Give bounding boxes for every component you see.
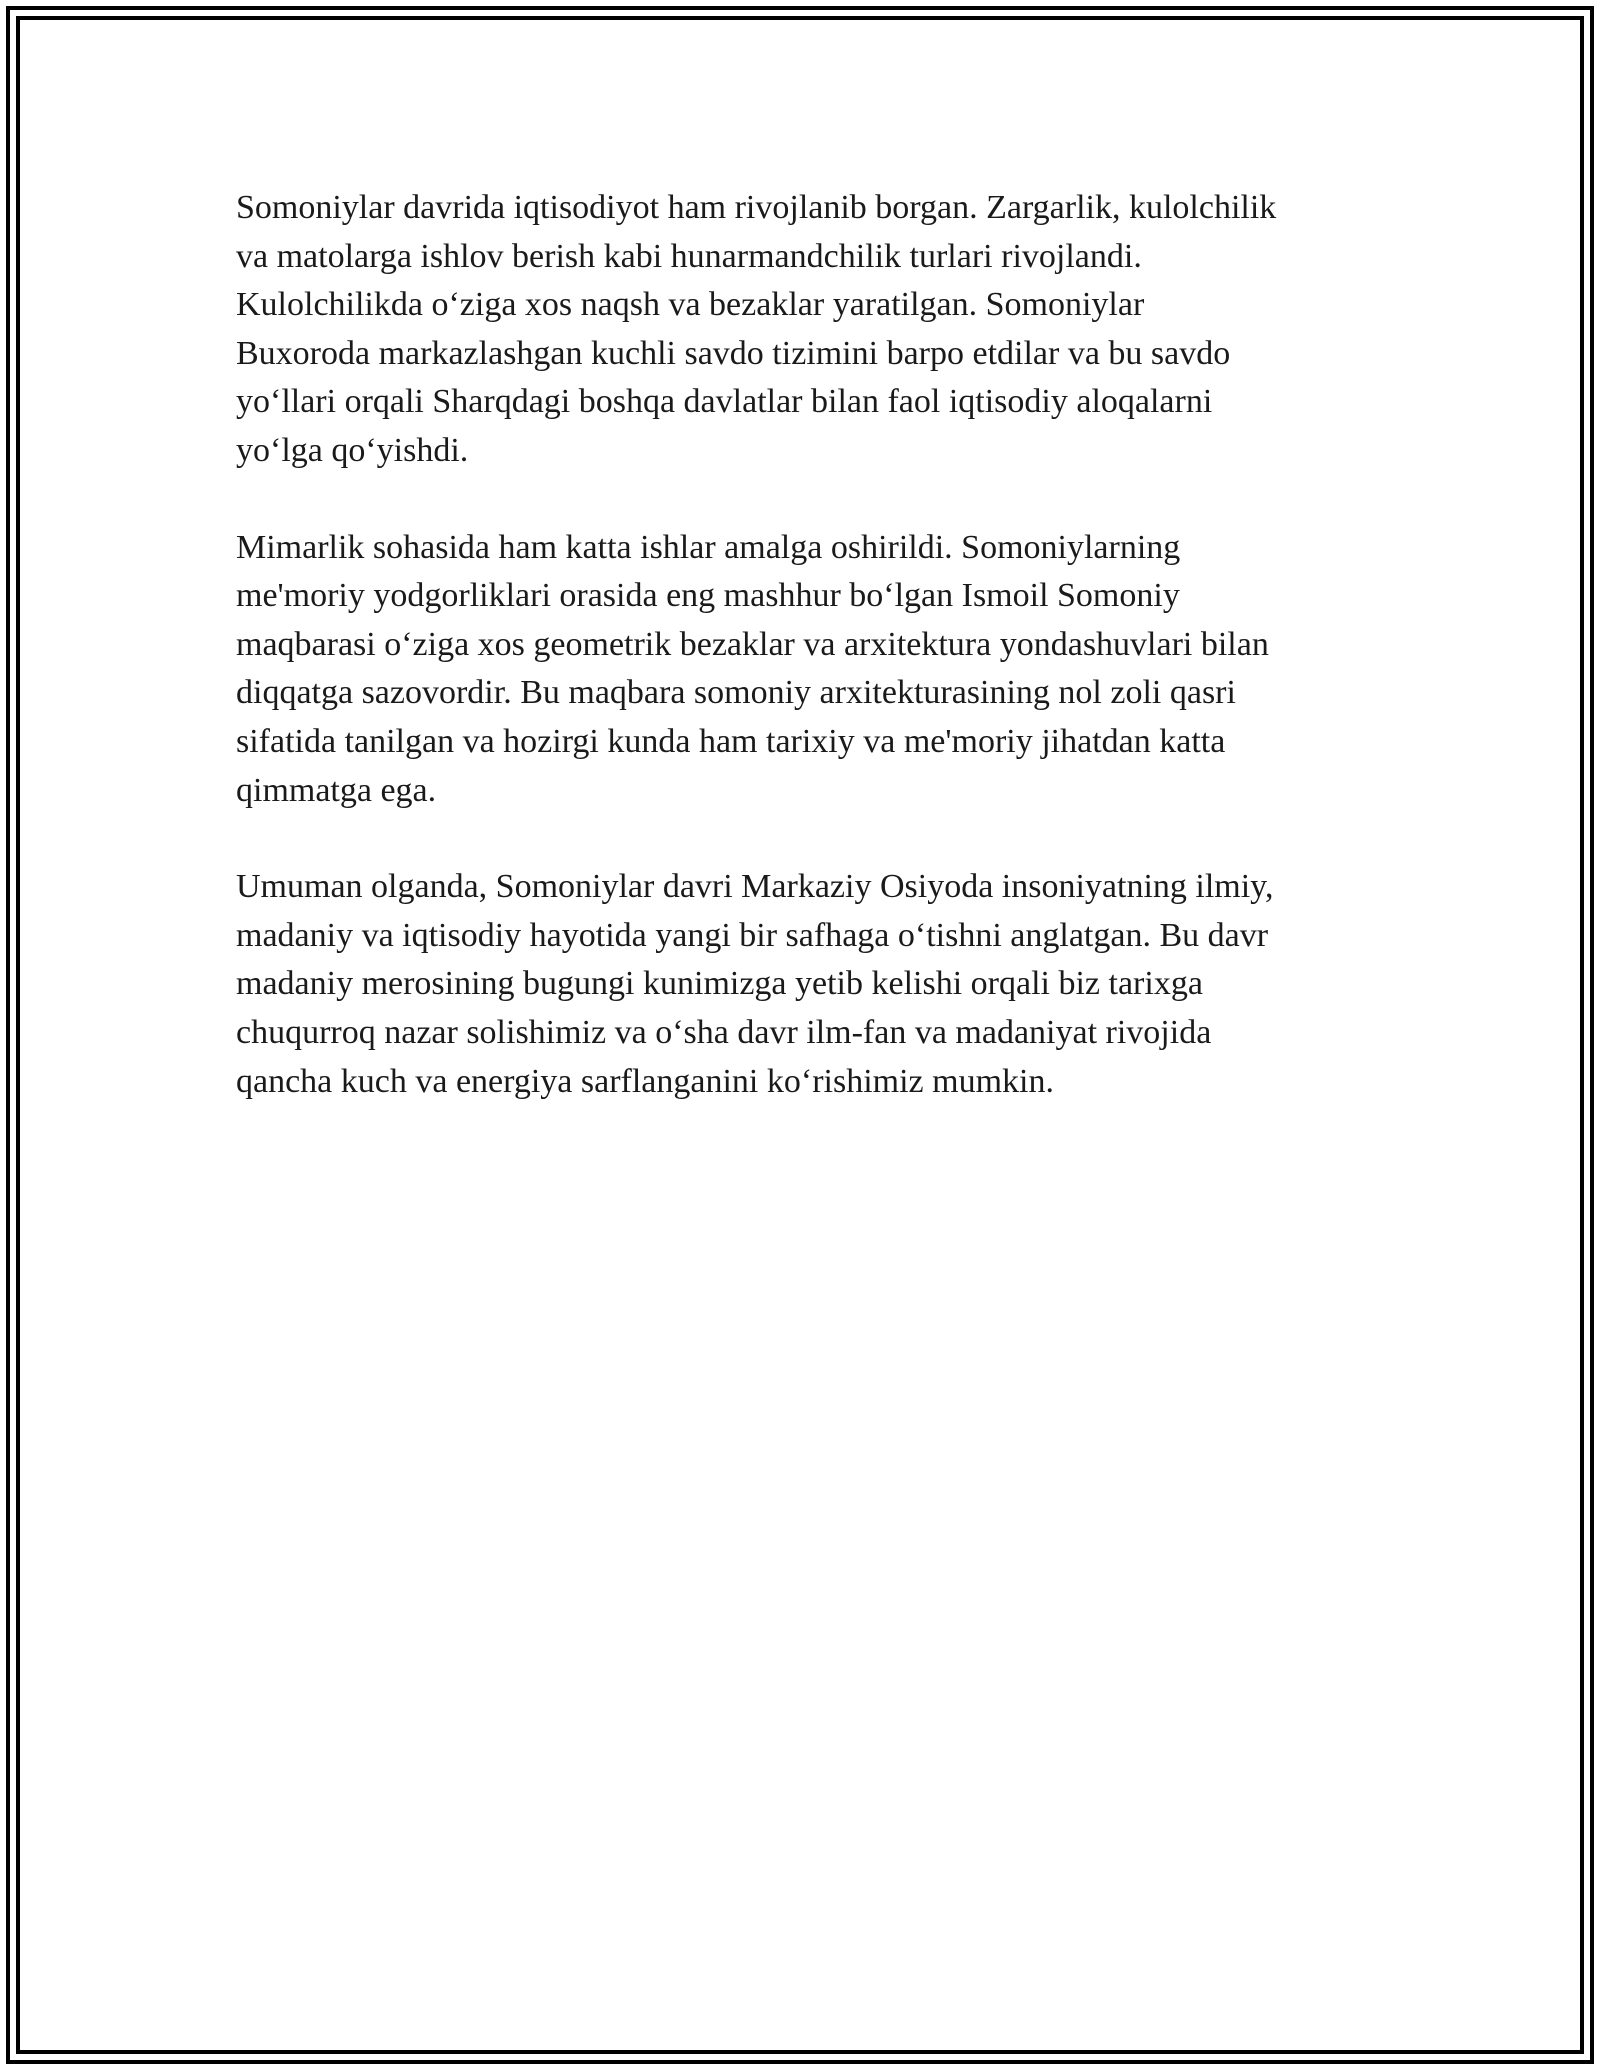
paragraph-economy [236, 184, 1376, 476]
text-line: Kulolchilikda o‘ziga xos naqsh va bezaklar yaratilgan. Somoniylar [236, 286, 1145, 324]
text-line: yo‘lga qo‘yishdi. [236, 431, 469, 469]
text-line: Somoniylar davrida iqtisodiyot ham rivojlanib borgan. Zargarlik, kulolchilik [236, 189, 1277, 226]
paragraph-conclusion [236, 863, 1376, 1106]
paragraph-architecture [236, 524, 1376, 816]
document-body [236, 184, 1376, 1154]
text-line: qancha kuch va energiya sarflanganini ko‘rishimiz mumkin. [236, 1062, 1054, 1100]
text-line: Buxoroda markazlashgan kuchli savdo tizimini barpo etdilar va bu savdo [236, 334, 1231, 372]
text-line: Umuman olganda, Somoniylar davri Markaziy Osiyoda insoniyatning ilmiy, [236, 868, 1274, 906]
text-line: madaniy va iqtisodiy hayotida yangi bir safhaga o‘tishni anglatgan. Bu davr [236, 916, 1269, 954]
text-line: maqbarasi o‘ziga xos geometrik bezaklar va arxitektura yondashuvlari bilan [236, 625, 1269, 663]
text-line: va matolarga ishlov berish kabi hunarmandchilik turlari rivojlandi. [236, 237, 1142, 275]
text-line: yo‘llari orqali Sharqdagi boshqa davlatlar bilan faol iqtisodiy aloqalarni [236, 383, 1213, 421]
text-line: sifatida tanilgan va hozirgi kunda ham tarixiy va me'moriy jihatdan katta [236, 722, 1226, 760]
text-line: qimmatga ega. [236, 771, 437, 809]
text-line: chuqurroq nazar solishimiz va o‘sha davr ilm-fan va madaniyat rivojida [236, 1013, 1212, 1051]
text-line: madaniy merosining bugungi kunimizga yetib kelishi orqali biz tarixga [236, 965, 1203, 1003]
text-line: Mimarlik sohasida ham katta ishlar amalga oshirildi. Somoniylarning [236, 528, 1181, 566]
text-line: me'moriy yodgorliklari orasida eng mashhur bo‘lgan Ismoil Somoniy [236, 577, 1180, 615]
text-line: diqqatga sazovordir. Bu maqbara somoniy arxitekturasining nol zoli qasri [236, 674, 1236, 712]
